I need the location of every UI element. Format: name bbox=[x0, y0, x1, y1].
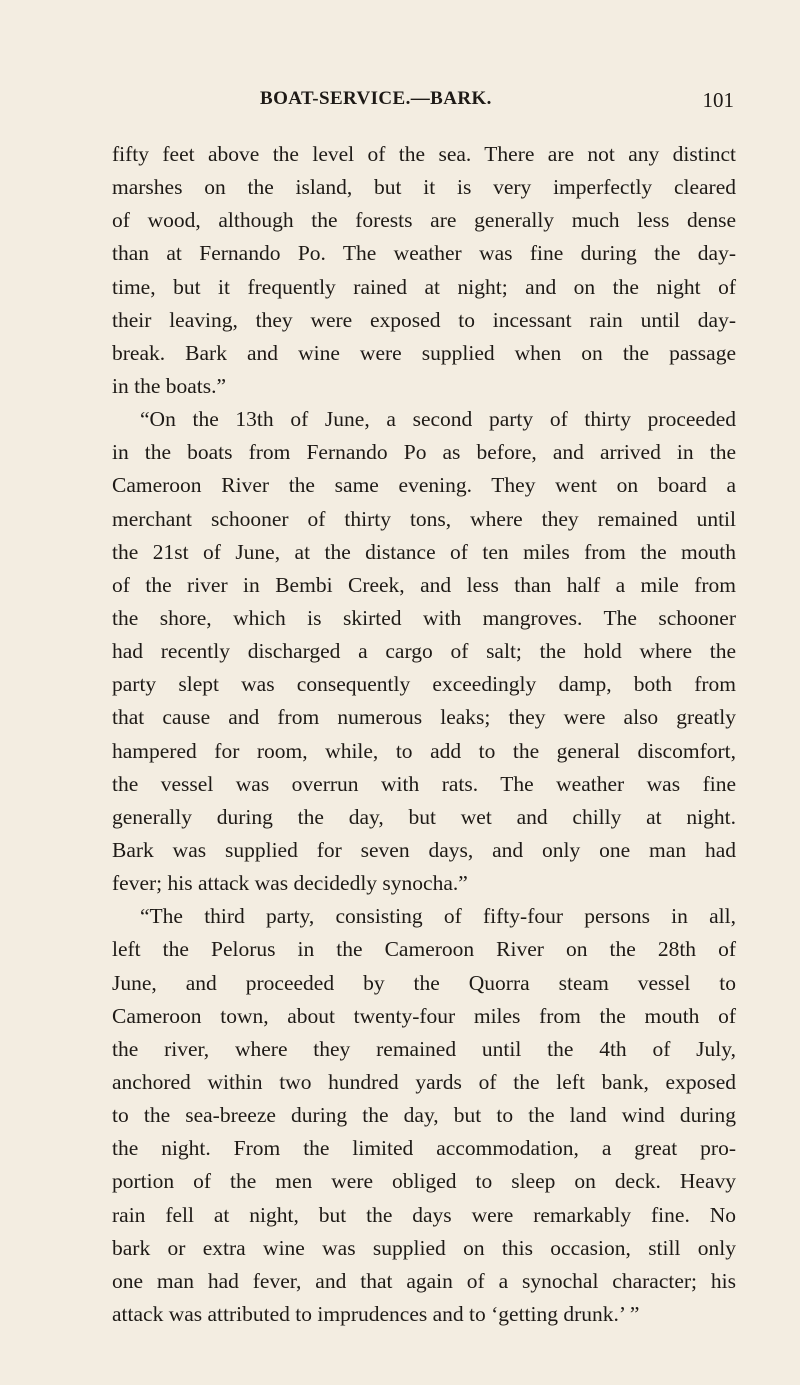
text-line: the vessel was overrun with rats. The weather was fine bbox=[112, 771, 736, 796]
text-line: hampered for room, while, to add to the general discomfort, bbox=[112, 738, 736, 763]
text-line: of wood, although the forests are generally much less dense bbox=[112, 208, 736, 233]
text-line: rain fell at night, but the days were remarkably fine. No bbox=[112, 1202, 736, 1227]
text-line: than at Fernando Po. The weather was fine during the day- bbox=[112, 241, 736, 266]
text-line: break. Bark and wine were supplied when on the passage bbox=[112, 340, 736, 365]
text-line: in the boats.” bbox=[112, 373, 227, 398]
text-line: time, but it frequently rained at night; and on the night of bbox=[112, 274, 736, 299]
text-line: portion of the men were obliged to sleep on deck. Heavy bbox=[112, 1169, 736, 1194]
paragraph-start-line: “On the 13th of June, a second party of thirty proceeded bbox=[140, 407, 736, 432]
text-line: the night. From the limited accommodation, a great pro- bbox=[112, 1136, 736, 1161]
text-line: fever; his attack was decidedly synocha.” bbox=[112, 871, 468, 896]
paragraph-start-line: “The third party, consisting of fifty-four persons in all, bbox=[140, 904, 736, 929]
text-line: of the river in Bembi Creek, and less than half a mile from bbox=[112, 572, 736, 597]
text-line: marshes on the island, but it is very imperfectly cleared bbox=[112, 175, 736, 200]
text-line: fifty feet above the level of the sea. There are not any distinct bbox=[112, 142, 736, 166]
text-line: the river, where they remained until the 4th of July, bbox=[112, 1036, 736, 1061]
text-line: their leaving, they were exposed to incessant rain until day- bbox=[112, 307, 736, 332]
text-line: June, and proceeded by the Quorra steam vessel to bbox=[112, 970, 736, 995]
text-line: Cameroon River the same evening. They went on board a bbox=[112, 473, 736, 498]
text-line: Bark was supplied for seven days, and only one man had bbox=[112, 837, 736, 862]
running-head bbox=[112, 88, 734, 118]
text-line: to the sea-breeze during the day, but to the land wind during bbox=[112, 1103, 736, 1128]
text-line: the 21st of June, at the distance of ten miles from the mouth bbox=[112, 539, 736, 564]
text-line: party slept was consequently exceedingly damp, both from bbox=[112, 672, 736, 697]
text-line: in the boats from Fernando Po as before, and arrived in the bbox=[112, 440, 736, 465]
text-line: Cameroon town, about twenty-four miles from the mouth of bbox=[112, 1003, 736, 1028]
page-number: 101 bbox=[702, 88, 734, 112]
text-line: had recently discharged a cargo of salt; the hold where the bbox=[112, 639, 736, 664]
text-line: one man had fever, and that again of a synochal character; his bbox=[112, 1268, 736, 1293]
body-text bbox=[112, 138, 736, 1331]
running-title: BOAT-SERVICE.—BARK. bbox=[260, 88, 492, 109]
text-line: that cause and from numerous leaks; they were also greatly bbox=[112, 705, 736, 730]
text-line: attack was attributed to imprudences and to ‘getting drunk.’ ” bbox=[112, 1301, 640, 1326]
text-line: anchored within two hundred yards of the left bank, exposed bbox=[112, 1069, 736, 1094]
text-line: left the Pelorus in the Cameroon River on the 28th of bbox=[112, 937, 736, 962]
text-line: merchant schooner of thirty tons, where they remained until bbox=[112, 506, 736, 531]
text-line: bark or extra wine was supplied on this occasion, still only bbox=[112, 1235, 736, 1260]
text-line: generally during the day, but wet and chilly at night. bbox=[112, 804, 736, 829]
text-line: the shore, which is skirted with mangroves. The schooner bbox=[112, 605, 736, 630]
